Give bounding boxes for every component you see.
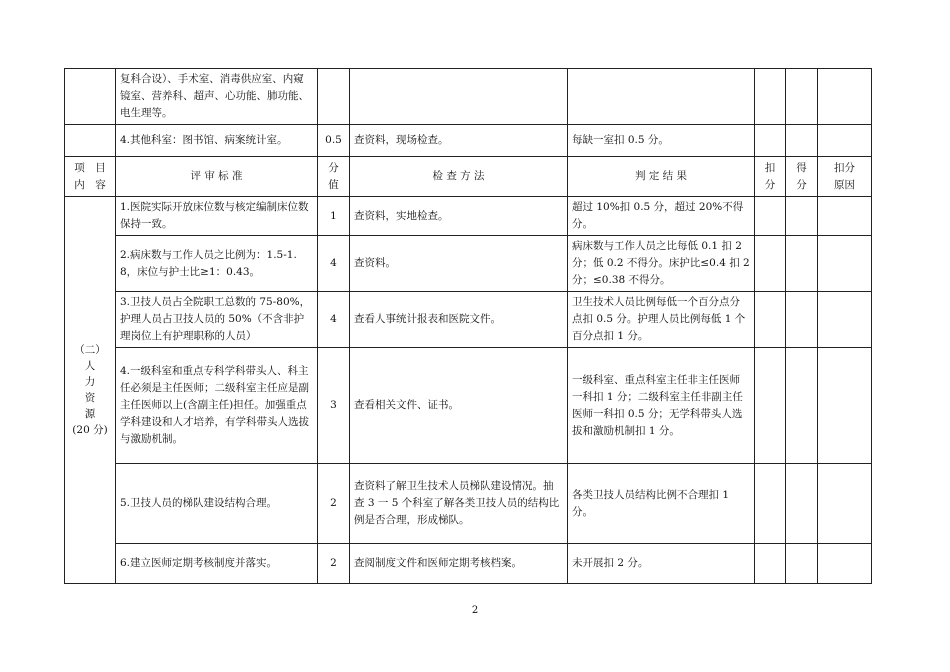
get-cell — [786, 197, 818, 236]
header-score: 分 值 — [318, 157, 350, 197]
reason-cell — [818, 544, 872, 584]
standard-cell: 复科合设）、手术室、消毒供应室、内窥镜室、营养科、超声、心功能、肺功能、电生理等。 — [116, 69, 318, 125]
method-cell: 查资料，现场检查。 — [350, 125, 568, 157]
table-row — [65, 464, 872, 544]
table-row — [65, 292, 872, 348]
method-cell: 查资料了解卫生技术人员梯队建设情况。抽查 3 一 5 个科室了解各类卫技人员的结构比例是否合理，形成梯队。 — [350, 464, 568, 544]
method-cell — [350, 69, 568, 125]
table-row — [65, 544, 872, 584]
method-cell: 查资料。 — [350, 236, 568, 292]
score-cell: 4 — [318, 236, 350, 292]
table-row — [65, 197, 872, 236]
header-result: 判 定 结 果 — [568, 157, 755, 197]
standard-cell: 1.医院实际开放床位数与核定编制床位数保持一致。 — [116, 197, 318, 236]
deduct-cell — [755, 197, 786, 236]
deduct-cell — [755, 464, 786, 544]
deduct-cell — [755, 125, 786, 157]
section-label-human-resources: （二） 人 力 资 源 (20 分) — [65, 197, 116, 584]
header-row — [65, 157, 872, 197]
score-cell: 2 — [318, 544, 350, 584]
reason-cell — [818, 69, 872, 125]
get-cell — [786, 236, 818, 292]
result-cell — [568, 69, 755, 125]
result-cell: 病床数与工作人员之比每低 0.1 扣 2 分；低 0.2 不得分。床护比≤0.4 扣 2 分；≤0.38 不得分。 — [568, 236, 755, 292]
deduct-cell — [755, 348, 786, 464]
get-cell — [786, 69, 818, 125]
reason-cell — [818, 348, 872, 464]
table-row — [65, 348, 872, 464]
header-deduct: 扣 分 — [755, 157, 786, 197]
standard-cell: 4.其他科室：图书馆、病案统计室。 — [116, 125, 318, 157]
standard-cell: 5.卫技人员的梯队建设结构合理。 — [116, 464, 318, 544]
get-cell — [786, 125, 818, 157]
page-number: 2 — [471, 605, 479, 616]
standard-cell: 3.卫技人员占全院职工总数的 75-80%，护理人员占卫技人员的 50%（不含非护理岗位上有护理职称的人员） — [116, 292, 318, 348]
score-cell: 0.5 — [318, 125, 350, 157]
standard-cell: 4.一级科室和重点专科学科带头人、科主任必须是主任医师；二级科室主任应是副主任医师以上(含副主任)担任。加强重点学科建设和人才培养，有学科带头人选拔与激励机制。 — [116, 348, 318, 464]
header-get: 得 分 — [786, 157, 818, 197]
method-cell: 查看相关文件、证书。 — [350, 348, 568, 464]
table-row — [65, 69, 872, 125]
result-cell: 每缺一室扣 0.5 分。 — [568, 125, 755, 157]
deduct-cell — [755, 544, 786, 584]
table-row — [65, 236, 872, 292]
result-cell: 超过 10%扣 0.5 分，超过 20%不得分。 — [568, 197, 755, 236]
evaluation-table — [64, 68, 872, 584]
method-cell: 查资料，实地检查。 — [350, 197, 568, 236]
standard-cell: 2.病床数与工作人员之比例为：1.5-1.8，床位与护士比≥1：0.43。 — [116, 236, 318, 292]
standard-cell: 6.建立医师定期考核制度并落实。 — [116, 544, 318, 584]
score-cell — [318, 69, 350, 125]
score-cell: 4 — [318, 292, 350, 348]
reason-cell — [818, 464, 872, 544]
reason-cell — [818, 292, 872, 348]
table-row — [65, 125, 872, 157]
deduct-cell — [755, 292, 786, 348]
reason-cell — [818, 125, 872, 157]
header-item: 项 目 内 容 — [65, 157, 116, 197]
deduct-cell — [755, 236, 786, 292]
get-cell — [786, 348, 818, 464]
score-cell: 3 — [318, 348, 350, 464]
header-reason: 扣分 原因 — [818, 157, 872, 197]
get-cell — [786, 464, 818, 544]
result-cell: 一级科室、重点科室主任非主任医师一科扣 1 分；二级科室主任非副主任医师一科扣 0.5 分；无学科带头人选拔和激励机制扣 1 分。 — [568, 348, 755, 464]
reason-cell — [818, 197, 872, 236]
method-cell: 查阅制度文件和医师定期考核档案。 — [350, 544, 568, 584]
header-standard: 评 审 标 准 — [116, 157, 318, 197]
get-cell — [786, 544, 818, 584]
result-cell: 各类卫技人员结构比例不合理扣 1 分。 — [568, 464, 755, 544]
result-cell: 未开展扣 2 分。 — [568, 544, 755, 584]
method-cell: 查看人事统计报表和医院文件。 — [350, 292, 568, 348]
score-cell: 1 — [318, 197, 350, 236]
item-cell — [65, 125, 116, 157]
reason-cell — [818, 236, 872, 292]
deduct-cell — [755, 69, 786, 125]
score-cell: 2 — [318, 464, 350, 544]
header-method: 检 查 方 法 — [350, 157, 568, 197]
result-cell: 卫生技术人员比例每低一个百分点分点扣 0.5 分。护理人员比例每低 1 个百分点扣 1 分。 — [568, 292, 755, 348]
item-cell — [65, 69, 116, 125]
get-cell — [786, 292, 818, 348]
